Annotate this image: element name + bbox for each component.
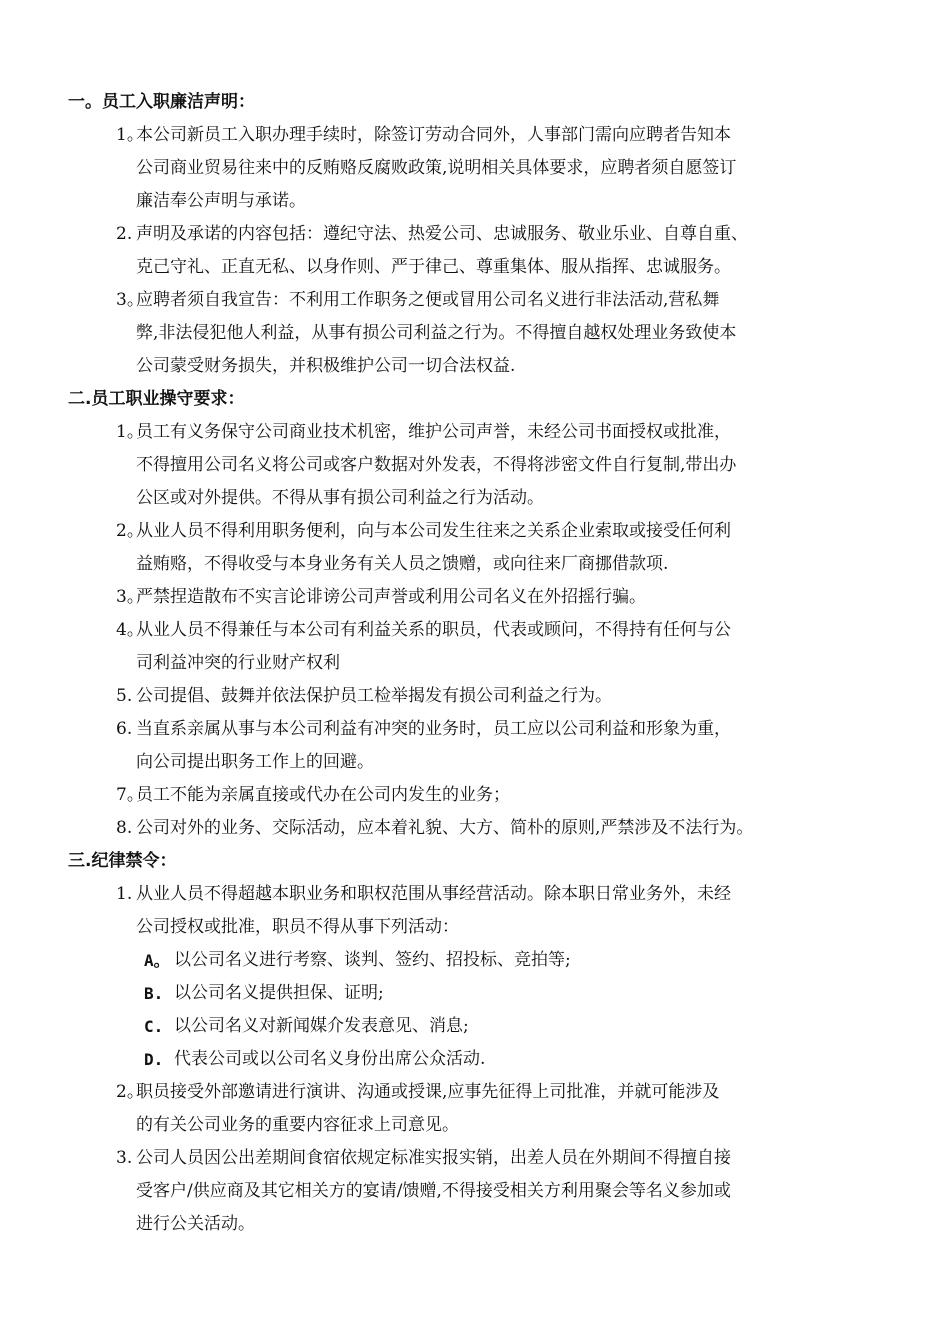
sub-list-item-letter: C. [144, 1017, 164, 1036]
list-item [68, 119, 898, 218]
sub-list-item-letter: B. [144, 984, 164, 1003]
sub-list-item [68, 1010, 898, 1043]
list-item-number: 1。 [116, 422, 144, 442]
list-item-number: 3。 [116, 587, 144, 607]
list-item [68, 581, 898, 614]
sub-list-item-text: 以公司名义提供担保、证明; [174, 983, 384, 1003]
list-item-number: 8. [116, 818, 133, 838]
list-item [68, 1142, 898, 1241]
section-heading: 二.员工职业操守要求： [68, 389, 245, 409]
list-item-text-line: 员工有义务保守公司商业技术机密，维护公司声誉，未经公司书面授权或批准， [136, 422, 731, 442]
list-item-number: 2。 [116, 521, 144, 541]
list-item [68, 218, 898, 284]
list-item-number: 6. [116, 719, 133, 739]
list-item [68, 515, 898, 581]
list-item-text-line: 益贿赂，不得收受与本身业务有关人员之馈赠，或向往来厂商挪借款项. [136, 554, 669, 574]
list-item [68, 284, 898, 383]
section-heading: 三.纪律禁令： [68, 851, 177, 871]
list-item [68, 878, 898, 944]
sub-list-item [68, 944, 898, 977]
list-item-text-line: 公司人员因公出差期间食宿依规定标准实报实销，出差人员在外期间不得擅自接 [136, 1148, 731, 1168]
sub-list-item-text: 以公司名义进行考察、谈判、签约、招投标、竞拍等; [174, 950, 571, 970]
list-item-text-line: 公区或对外提供。不得从事有损公司利益之行为活动。 [136, 488, 544, 508]
sub-list-item-letter: D. [144, 1050, 164, 1069]
list-item-number: 5. [116, 686, 133, 706]
list-item-text-line: 弊,非法侵犯他人利益，从事有损公司利益之行为。不得擅自越权处理业务致使本 [136, 323, 737, 343]
section-2 [68, 383, 898, 845]
list-item-text-line: 从业人员不得超越本职业务和职权范围从事经营活动。除本职日常业务外，未经 [136, 884, 731, 904]
section-3 [68, 845, 898, 1241]
list-item-number: 1. [116, 884, 133, 904]
list-item-text-line: 应聘者须自我宣告：不利用工作职务之便或冒用公司名义进行非法活动,营私舞 [136, 290, 720, 310]
section-heading: 一。员工入职廉洁声明： [68, 92, 255, 112]
sub-list-item [68, 977, 898, 1010]
list-item-text-line: 向公司提出职务工作上的回避。 [136, 752, 374, 772]
list-item-text-line: 受客户/供应商及其它相关方的宴请/馈赠,不得接受相关方利用聚会等名义参加或 [136, 1181, 731, 1201]
list-item-text-line: 的有关公司业务的重要内容征求上司意见。 [136, 1115, 459, 1135]
list-item-text-line: 进行公关活动。 [136, 1214, 255, 1234]
document-body [68, 86, 898, 1241]
sub-list-item-text: 代表公司或以公司名义身份出席公众活动. [174, 1049, 486, 1069]
list-item-text-line: 克己守礼、正直无私、以身作则、严于律己、尊重集体、服从指挥、忠诚服务。 [136, 257, 731, 277]
list-item-text-line: 本公司新员工入职办理手续时，除签订劳动合同外，人事部门需向应聘者告知本 [136, 125, 731, 145]
list-item [68, 812, 898, 845]
list-item-number: 2. [116, 224, 133, 244]
list-item-text-line: 廉洁奉公声明与承诺。 [136, 191, 306, 211]
list-item-text-line: 公司提倡、鼓舞并依法保护员工检举揭发有损公司利益之行为。 [136, 686, 612, 706]
list-item-text-line: 声明及承诺的内容包括：遵纪守法、热爱公司、忠诚服务、敬业乐业、自尊自重、 [136, 224, 748, 244]
list-item-text-line: 严禁捏造散布不实言论诽谤公司声誉或利用公司名义在外招摇行骗。 [136, 587, 646, 607]
list-item-number: 3. [116, 1148, 133, 1168]
list-item [68, 1076, 898, 1142]
list-item-text-line: 公司蒙受财务损失，并积极维护公司一切合法权益. [136, 356, 516, 376]
sub-list-item-text: 以公司名义对新闻媒介发表意见、消息; [174, 1016, 469, 1036]
list-item-text-line: 不得擅用公司名义将公司或客户数据对外发表，不得将涉密文件自行复制,带出办 [136, 455, 737, 475]
list-item-number: 4。 [116, 620, 144, 640]
list-item [68, 713, 898, 779]
list-item-text-line: 公司对外的业务、交际活动，应本着礼貌、大方、简朴的原则,严禁涉及不法行为。 [136, 818, 754, 838]
list-item [68, 614, 898, 680]
list-item-text-line: 从业人员不得利用职务便利，向与本公司发生往来之关系企业索取或接受任何利 [136, 521, 731, 541]
sub-list-item [68, 1043, 898, 1076]
list-item-number: 7。 [116, 785, 144, 805]
list-item-text-line: 员工不能为亲属直接或代办在公司内发生的业务； [136, 785, 510, 805]
list-item-text-line: 公司授权或批准，职员不得从事下列活动： [136, 917, 459, 937]
list-item-text-line: 公司商业贸易往来中的反贿赂反腐败政策,说明相关具体要求，应聘者须自愿签订 [136, 158, 737, 178]
list-item-text-line: 从业人员不得兼任与本公司有利益关系的职员，代表或顾问，不得持有任何与公 [136, 620, 731, 640]
list-item-text-line: 司利益冲突的行业财产权利 [136, 653, 340, 673]
list-item-text-line: 当直系亲属从事与本公司利益有冲突的业务时，员工应以公司利益和形象为重， [136, 719, 731, 739]
list-item-number: 1。 [116, 125, 144, 145]
list-item [68, 680, 898, 713]
list-item [68, 779, 898, 812]
list-item-text-line: 职员接受外部邀请进行演讲、沟通或授课,应事先征得上司批准，并就可能涉及 [136, 1082, 720, 1102]
list-item-number: 3。 [116, 290, 144, 310]
section-1 [68, 86, 898, 383]
sub-list-item-letter: A。 [144, 951, 170, 970]
list-item [68, 416, 898, 515]
list-item-number: 2。 [116, 1082, 144, 1102]
